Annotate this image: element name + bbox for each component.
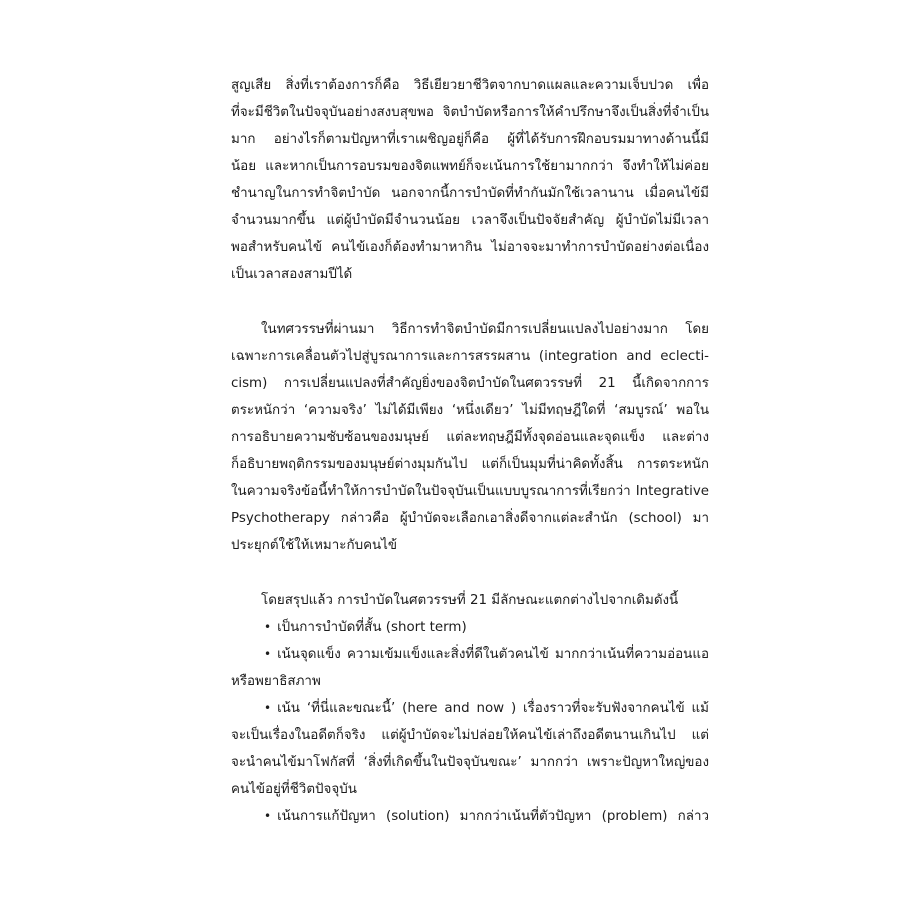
text-line: สูญเสีย สิ่งที่เราต้องการก็คือ วิธีเยียวยาชีวิตจากบาดแผลและความเจ็บปวด เพื่อ bbox=[231, 78, 709, 93]
text-line: cism) การเปลี่ยนแปลงที่สำคัญยิ่งของจิตบำบัดในศตวรรษที่ 21 นี้เกิดจากการ bbox=[231, 376, 709, 391]
bullet-item-1 bbox=[231, 614, 709, 641]
text-line bbox=[231, 695, 709, 722]
text-line: ในความจริงข้อนี้ทำให้การบำบัดในปัจจุบันเป็นแบบบูรณาการที่เรียกว่า Integrative bbox=[231, 484, 709, 499]
text-line: จำนวนมากขึ้น แต่ผู้บำบัดมีจำนวนน้อย เวลาจึงเป็นปัจจัยสำคัญ ผู้บำบัดไม่มีเวลา bbox=[231, 213, 709, 228]
text-line: เฉพาะการเคลื่อนตัวไปสู่บูรณาการและการสรรผสาน (integration and eclecti- bbox=[231, 349, 709, 364]
bullet-icon: • bbox=[264, 701, 272, 715]
text-line: เป็นเวลาสองสามปีได้ bbox=[231, 267, 353, 282]
bullet-text: เน้นการแก้ปัญหา (solution) มากกว่าเน้นที่ตัวปัญหา (problem) กล่าว bbox=[277, 809, 709, 824]
text-line: จะนำคนไข้มาโฟกัสที่ ‘สิ่งที่เกิดขึ้นในปัจจุบันขณะ’ มากกว่า เพราะปัญหาใหญ่ของ bbox=[231, 755, 709, 770]
paragraph-spacer bbox=[231, 288, 709, 316]
text-line: จะเป็นเรื่องในอดีตก็จริง แต่ผู้บำบัดจะไม่ปล่อยให้คนไข้เล่าถึงอดีตนานเกินไป แต่ bbox=[231, 728, 709, 743]
bullet-text: เป็นการบำบัดที่สั้น (short term) bbox=[277, 620, 467, 635]
text-line: พอสำหรับคนไข้ คนไข้เองก็ต้องทำมาหากิน ไม่อาจจะมาทำการบำบัดอย่างต่อเนื่อง bbox=[231, 240, 709, 255]
text-line: ที่จะมีชีวิตในปัจจุบันอย่างสงบสุขพอ จิตบำบัดหรือการให้คำปรึกษาจึงเป็นสิ่งที่จำเป็น bbox=[231, 105, 709, 120]
paragraph-1 bbox=[231, 72, 709, 288]
bullet-item-3 bbox=[231, 695, 709, 803]
bullet-text: เน้นจุดแข็ง ความเข้มแข็งและสิ่งที่ดีในตัวคนไข้ มากกว่าเน้นที่ความอ่อนแอ bbox=[277, 647, 709, 662]
text-line: ประยุกต์ใช้ให้เหมาะกับคนไข้ bbox=[231, 538, 398, 553]
text-line: ชำนาญในการทำจิตบำบัด นอกจากนี้การบำบัดที่ทำกันมักใช้เวลานาน เมื่อคนไข้มี bbox=[231, 186, 709, 201]
text-line: Psychotherapy กล่าวคือ ผู้บำบัดจะเลือกเอาสิ่งดีจากแต่ละสำนัก (school) มา bbox=[231, 511, 709, 526]
bullet-icon: • bbox=[264, 809, 272, 823]
bullet-list bbox=[231, 614, 709, 830]
text-line: ตระหนักว่า ‘ความจริง’ ไม่ได้มีเพียง ‘หนึ่งเดียว’ ไม่มีทฤษฎีใดที่ ‘สมบูรณ์’ พอใน bbox=[231, 403, 709, 418]
bullet-icon: • bbox=[264, 647, 272, 661]
text-line bbox=[231, 803, 709, 830]
bullet-item-2 bbox=[231, 641, 709, 695]
paragraph-2 bbox=[231, 316, 709, 559]
text-line: การอธิบายความซับซ้อนของมนุษย์ แต่ละทฤษฎีมีทั้งจุดอ่อนและจุดแข็ง และต่าง bbox=[231, 430, 709, 445]
text-line bbox=[231, 641, 709, 668]
bullet-icon: • bbox=[264, 620, 272, 634]
summary-intro: โดยสรุปแล้ว การบำบัดในศตวรรษที่ 21 มีลักษณะแตกต่างไปจากเดิมดังนี้ bbox=[261, 593, 679, 608]
text-line: ก็อธิบายพฤติกรรมของมนุษย์ต่างมุมกันไป แต่ก็เป็นมุมที่น่าคิดทั้งสิ้น การตระหนัก bbox=[231, 457, 709, 472]
text-line: ในทศวรรษที่ผ่านมา วิธีการทำจิตบำบัดมีการเปลี่ยนแปลงไปอย่างมาก โดย bbox=[261, 322, 709, 337]
text-line: หรือพยาธิสภาพ bbox=[231, 674, 321, 689]
text-line bbox=[231, 614, 709, 641]
paragraph-spacer bbox=[231, 559, 709, 587]
text-line: มาก อย่างไรก็ตามปัญหาที่เราเผชิญอยู่ก็คือ ผู้ที่ได้รับการฝึกอบรมมาทางด้านนี้มี bbox=[231, 132, 709, 147]
text-body bbox=[231, 72, 709, 830]
bullet-item-4 bbox=[231, 803, 709, 830]
text-line: คนไข้อยู่ที่ชีวิตปัจจุบัน bbox=[231, 782, 357, 797]
text-line: น้อย และหากเป็นการอบรมของจิตแพทย์ก็จะเน้นการใช้ยามากกว่า จึงทำให้ไม่ค่อย bbox=[231, 159, 709, 174]
bullet-text: เน้น ‘ที่นี่และขณะนี้’ (here and now ) เรื่องราวที่จะรับฟังจากคนไข้ แม้ bbox=[277, 701, 709, 716]
